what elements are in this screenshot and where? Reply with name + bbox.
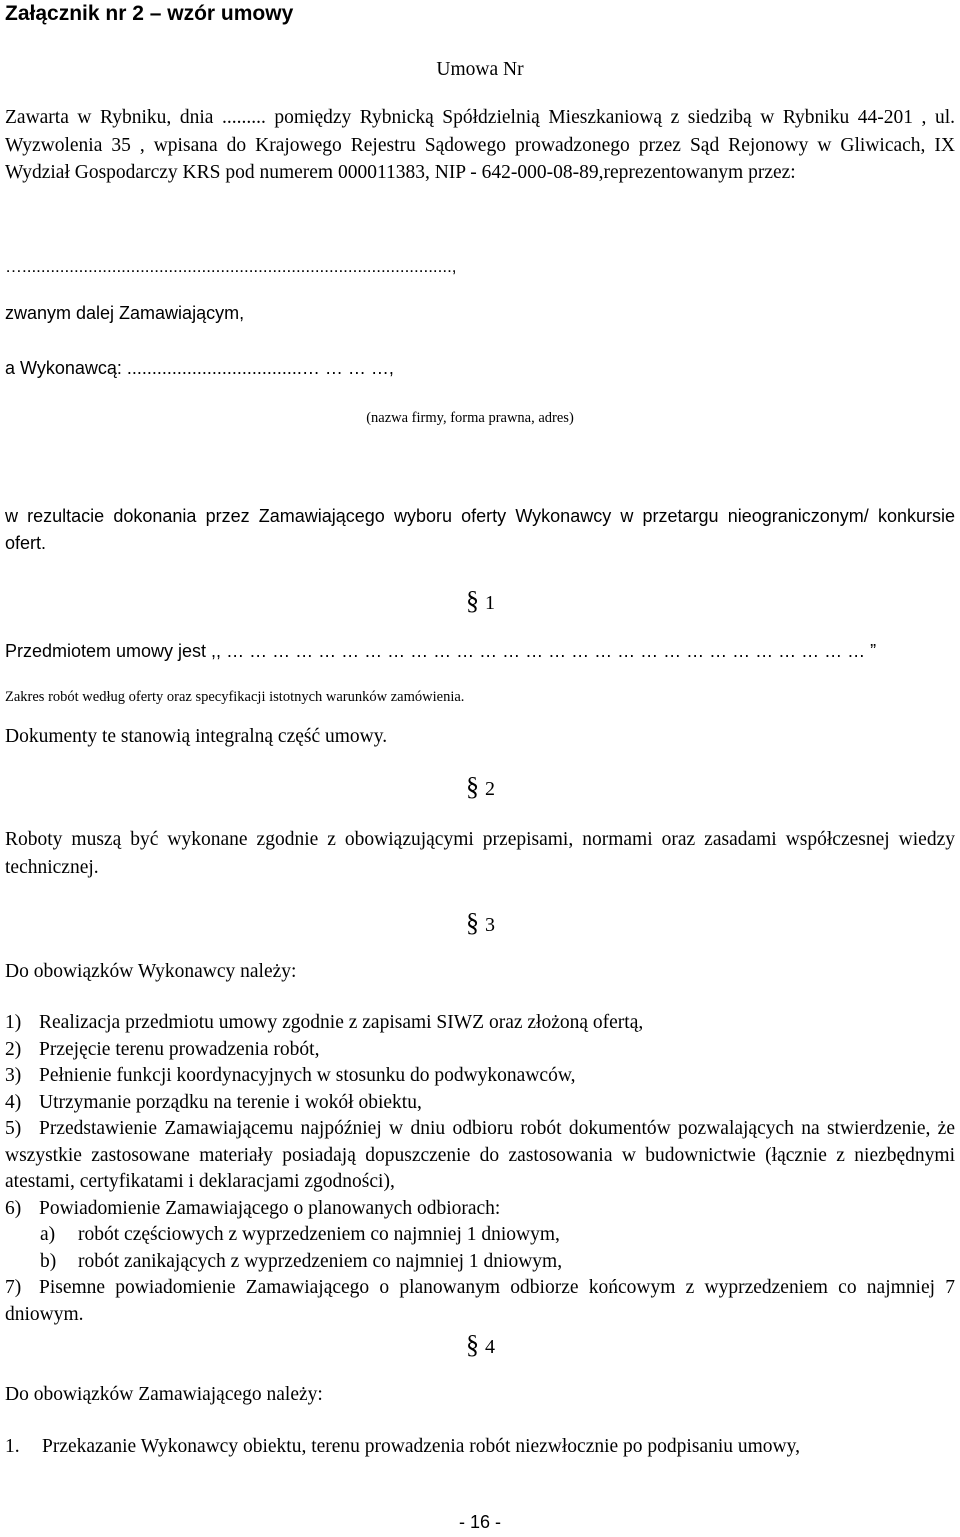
paragraph-sign-4: §: [466, 1330, 479, 1359]
sub-list-item: a) robót częściowych z wyprzedzeniem co najmniej 1 dniowym,: [40, 1224, 560, 1245]
list-item: 7) Pisemne powiadomienie Zamawiającego o planowanym odbiorze końcowym z wyprzedzeniem co najmniej 7 dniowym.: [5, 1277, 955, 1325]
contractor-duties-heading: Do obowiązków Wykonawcy należy:: [5, 961, 297, 982]
ordering-party-duties-heading: Do obowiązków Zamawiającego należy:: [5, 1384, 323, 1405]
documents-statement: Dokumenty te stanowią integralną część umowy.: [5, 726, 388, 747]
sub-list-item: b) robót zanikających z wyprzedzeniem co najmniej 1 dniowym,: [40, 1250, 563, 1272]
contract-parties-paragraph: Zawarta w Rybniku, dnia ......... pomiędzy Rybnicką Spółdzielnią Mieszkaniową z siedzibą w Rybniku 44-201 , ul. Wyzwolenia 35 , wpisana do Krajowego Rejestru Sądowego prowadzonego przez Sąd Rejonowy w Gliwicach, IX Wydział Gospodarczy KRS pod numerem 000011383, NIP - 642-000-08-89,reprezentowanym przez:: [5, 107, 955, 183]
representative-blank-line: …...........................................................................................,: [5, 257, 457, 276]
list-item: 1. Przekazanie Wykonawcy obiektu, terenu prowadzenia robót niezwłocznie po podpisaniu umowy,: [5, 1436, 800, 1457]
section-2-number: 2: [485, 778, 495, 800]
list-item: 1) Realizacja przedmiotu umowy zgodnie z zapisami SIWZ oraz złożoną ofertą,: [5, 1012, 644, 1033]
section-2-heading: [466, 772, 495, 802]
paragraph-sign-3: §: [466, 908, 479, 937]
contract-subject-line: Przedmiotem umowy jest ,, … … … … … … … … … … … … … … … … … … … … … … … … … … … … ”: [5, 641, 877, 661]
list-item: 3) Pełnienie funkcji koordynacyjnych w stosunku do podwykonawców,: [5, 1065, 576, 1086]
section-1-number: 1: [485, 592, 495, 614]
list-item: 5) Przedstawienie Zamawiającemu najpóźniej w dniu odbioru robót dokumentów pozwalających na stwierdzenie, że wszystkie zastosowane materiały posiadają dopuszczenie do zastosowania w budownictwie (łącznie z niezbędnymi atestami, certyfikatami i deklaracjami zgodności),: [5, 1118, 955, 1192]
contract-number-label: Umowa Nr: [436, 59, 524, 80]
scope-of-works: Zakres robót według oferty oraz specyfikacji istotnych warunków zamówienia.: [5, 689, 465, 705]
section-4-number: 4: [485, 1336, 495, 1358]
section-1-heading: [466, 586, 495, 616]
list-item: 6) Powiadomienie Zamawiającego o planowanych odbiorach:: [5, 1197, 501, 1219]
tender-paragraph: w rezultacie dokonania przez Zamawiającego wyboru oferty Wykonawcy w przetargu nieograniczonym/ konkursie ofert.: [5, 506, 955, 553]
page-number: - 16 -: [458, 1512, 501, 1532]
paragraph-sign-1: §: [466, 586, 479, 615]
paragraph-sign-2: §: [466, 772, 479, 801]
section-3-number: 3: [485, 914, 495, 936]
section-2-text: Roboty muszą być wykonane zgodnie z obowiązującymi przepisami, normami oraz zasadami współczesnej wiedzy technicznej.: [5, 829, 955, 878]
contractor-duties-list: [5, 1010, 955, 1328]
contractor-note: (nazwa firmy, forma prawna, adres): [366, 410, 574, 426]
ordering-party-duties-list: [5, 1433, 955, 1461]
list-item: 2) Przejęcie terenu prowadzenia robót,: [5, 1038, 320, 1060]
contract-number: [0, 56, 960, 84]
section-4-heading: [466, 1330, 495, 1360]
ordering-party-line: zwanym dalej Zamawiającym,: [5, 303, 245, 323]
list-item: 4) Utrzymanie porządku na terenie i wokół obiektu,: [5, 1091, 422, 1113]
section-3-heading: [466, 908, 495, 938]
contractor-line: a Wykonawcą: ...................................… … … …,: [5, 358, 394, 378]
document-title: Załącznik nr 2 – wzór umowy: [5, 2, 294, 25]
